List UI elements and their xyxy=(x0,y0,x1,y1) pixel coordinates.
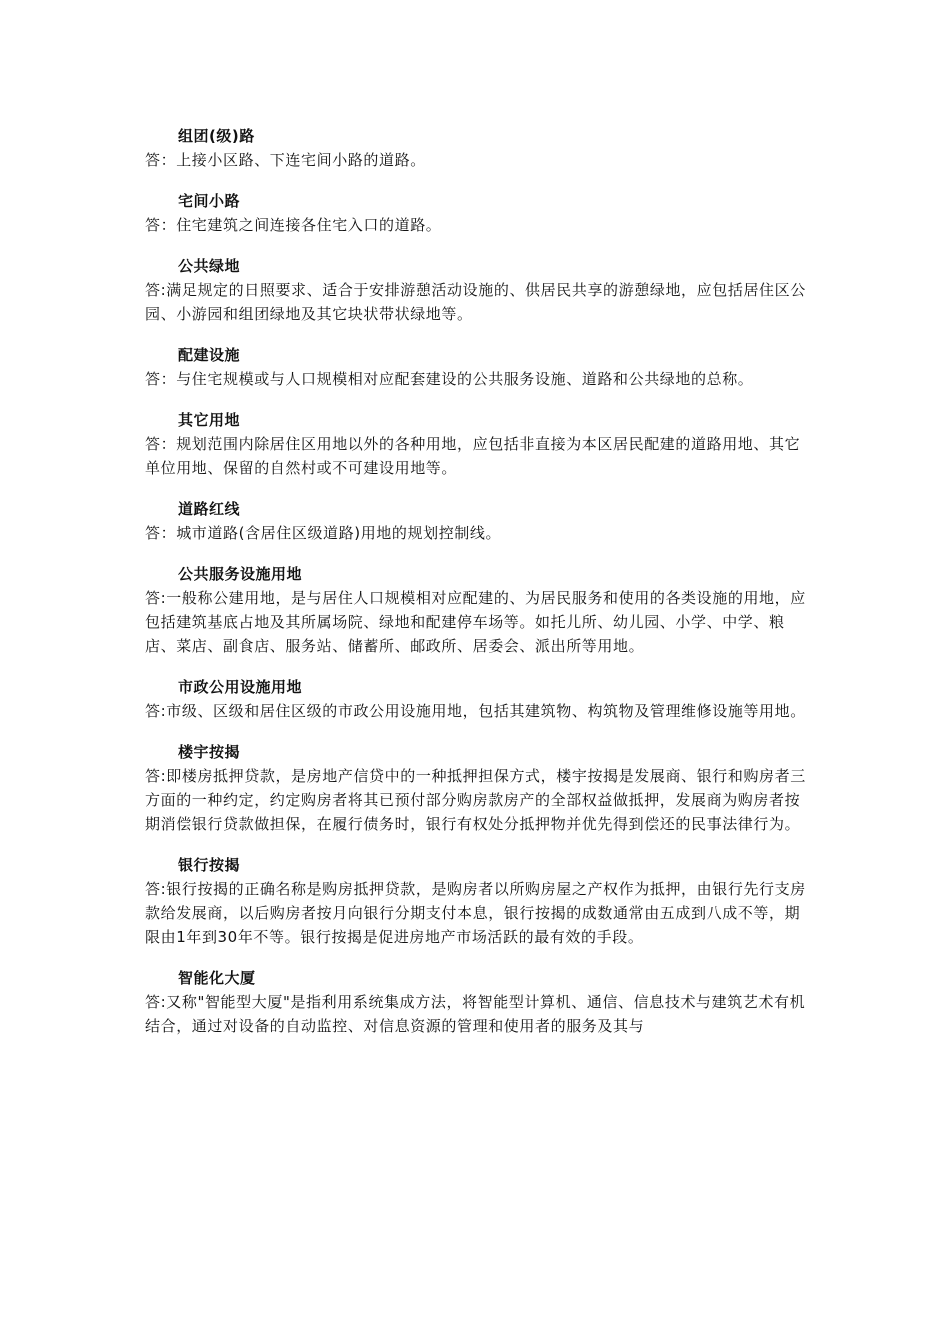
glossary-entry xyxy=(145,254,815,326)
glossary-entry xyxy=(145,124,815,172)
entry-term: 宅间小路 xyxy=(178,192,241,210)
glossary-entry xyxy=(145,562,815,658)
entry-term: 公共服务设施用地 xyxy=(178,565,303,583)
entry-term: 配建设施 xyxy=(178,346,241,364)
glossary-entry xyxy=(145,675,815,723)
entry-answer: 答:又称"智能型大厦"是指利用系统集成方法，将智能型计算机、通信、信息技术与建筑艺术有机结合，通过对设备的自动监控、对信息资源的管理和使用者的服务及其与 xyxy=(145,993,806,1035)
entry-term: 银行按揭 xyxy=(178,856,241,874)
glossary-entry xyxy=(145,853,815,949)
entry-answer: 答：与住宅规模或与人口规模相对应配套建设的公共服务设施、道路和公共绿地的总称。 xyxy=(145,370,754,388)
document-page xyxy=(145,124,815,1055)
glossary-entry xyxy=(145,408,815,480)
entry-answer: 答：城市道路(含居住区级道路)用地的规划控制线。 xyxy=(145,524,502,542)
entry-answer: 答:满足规定的日照要求、适合于安排游憩活动设施的、供居民共享的游憩绿地，应包括居住区公园、小游园和组团绿地及其它块状带状绿地等。 xyxy=(145,281,806,323)
entry-answer: 答:市级、区级和居住区级的市政公用设施用地，包括其建筑物、构筑物及管理维修设施等用地。 xyxy=(145,702,806,720)
entry-term: 市政公用设施用地 xyxy=(178,678,303,696)
entry-term: 道路红线 xyxy=(178,500,241,518)
glossary-entry xyxy=(145,966,815,1038)
entry-term: 其它用地 xyxy=(178,411,241,429)
glossary-entry xyxy=(145,343,815,391)
glossary-entry xyxy=(145,189,815,237)
entry-answer: 答:银行按揭的正确名称是购房抵押贷款，是购房者以所购房屋之产权作为抵押，由银行先行支房款给发展商，以后购房者按月向银行分期支付本息，银行按揭的成数通常由五成到八成不等，期限由1年到30年不等。银行按揭是促进房地产市场活跃的最有效的手段。 xyxy=(145,880,806,946)
glossary-entry xyxy=(145,497,815,545)
entry-answer: 答：住宅建筑之间连接各住宅入口的道路。 xyxy=(145,216,442,234)
glossary-entry xyxy=(145,740,815,836)
entry-term: 楼宇按揭 xyxy=(178,743,241,761)
entry-answer: 答:即楼房抵押贷款，是房地产信贷中的一种抵押担保方式，楼宇按揭是发展商、银行和购房者三方面的一种约定，约定购房者将其已预付部分购房款房产的全部权益做抵押，发展商为购房者按期消偿银行贷款做担保，在履行债务时，银行有权处分抵押物并优先得到偿还的民事法律行为。 xyxy=(145,767,806,833)
entry-answer: 答:一般称公建用地，是与居住人口规模相对应配建的、为居民服务和使用的各类设施的用地，应包括建筑基底占地及其所属场院、绿地和配建停车场等。如托儿所、幼儿园、小学、中学、粮店、菜店、副食店、服务站、储蓄所、邮政所、居委会、派出所等用地。 xyxy=(145,589,806,655)
entry-term: 组团(级)路 xyxy=(178,127,255,145)
entry-answer: 答：规划范围内除居住区用地以外的各种用地，应包括非直接为本区居民配建的道路用地、其它单位用地、保留的自然村或不可建设用地等。 xyxy=(145,435,801,477)
entry-term: 智能化大厦 xyxy=(178,969,256,987)
entry-term: 公共绿地 xyxy=(178,257,241,275)
entry-answer: 答：上接小区路、下连宅间小路的道路。 xyxy=(145,151,426,169)
